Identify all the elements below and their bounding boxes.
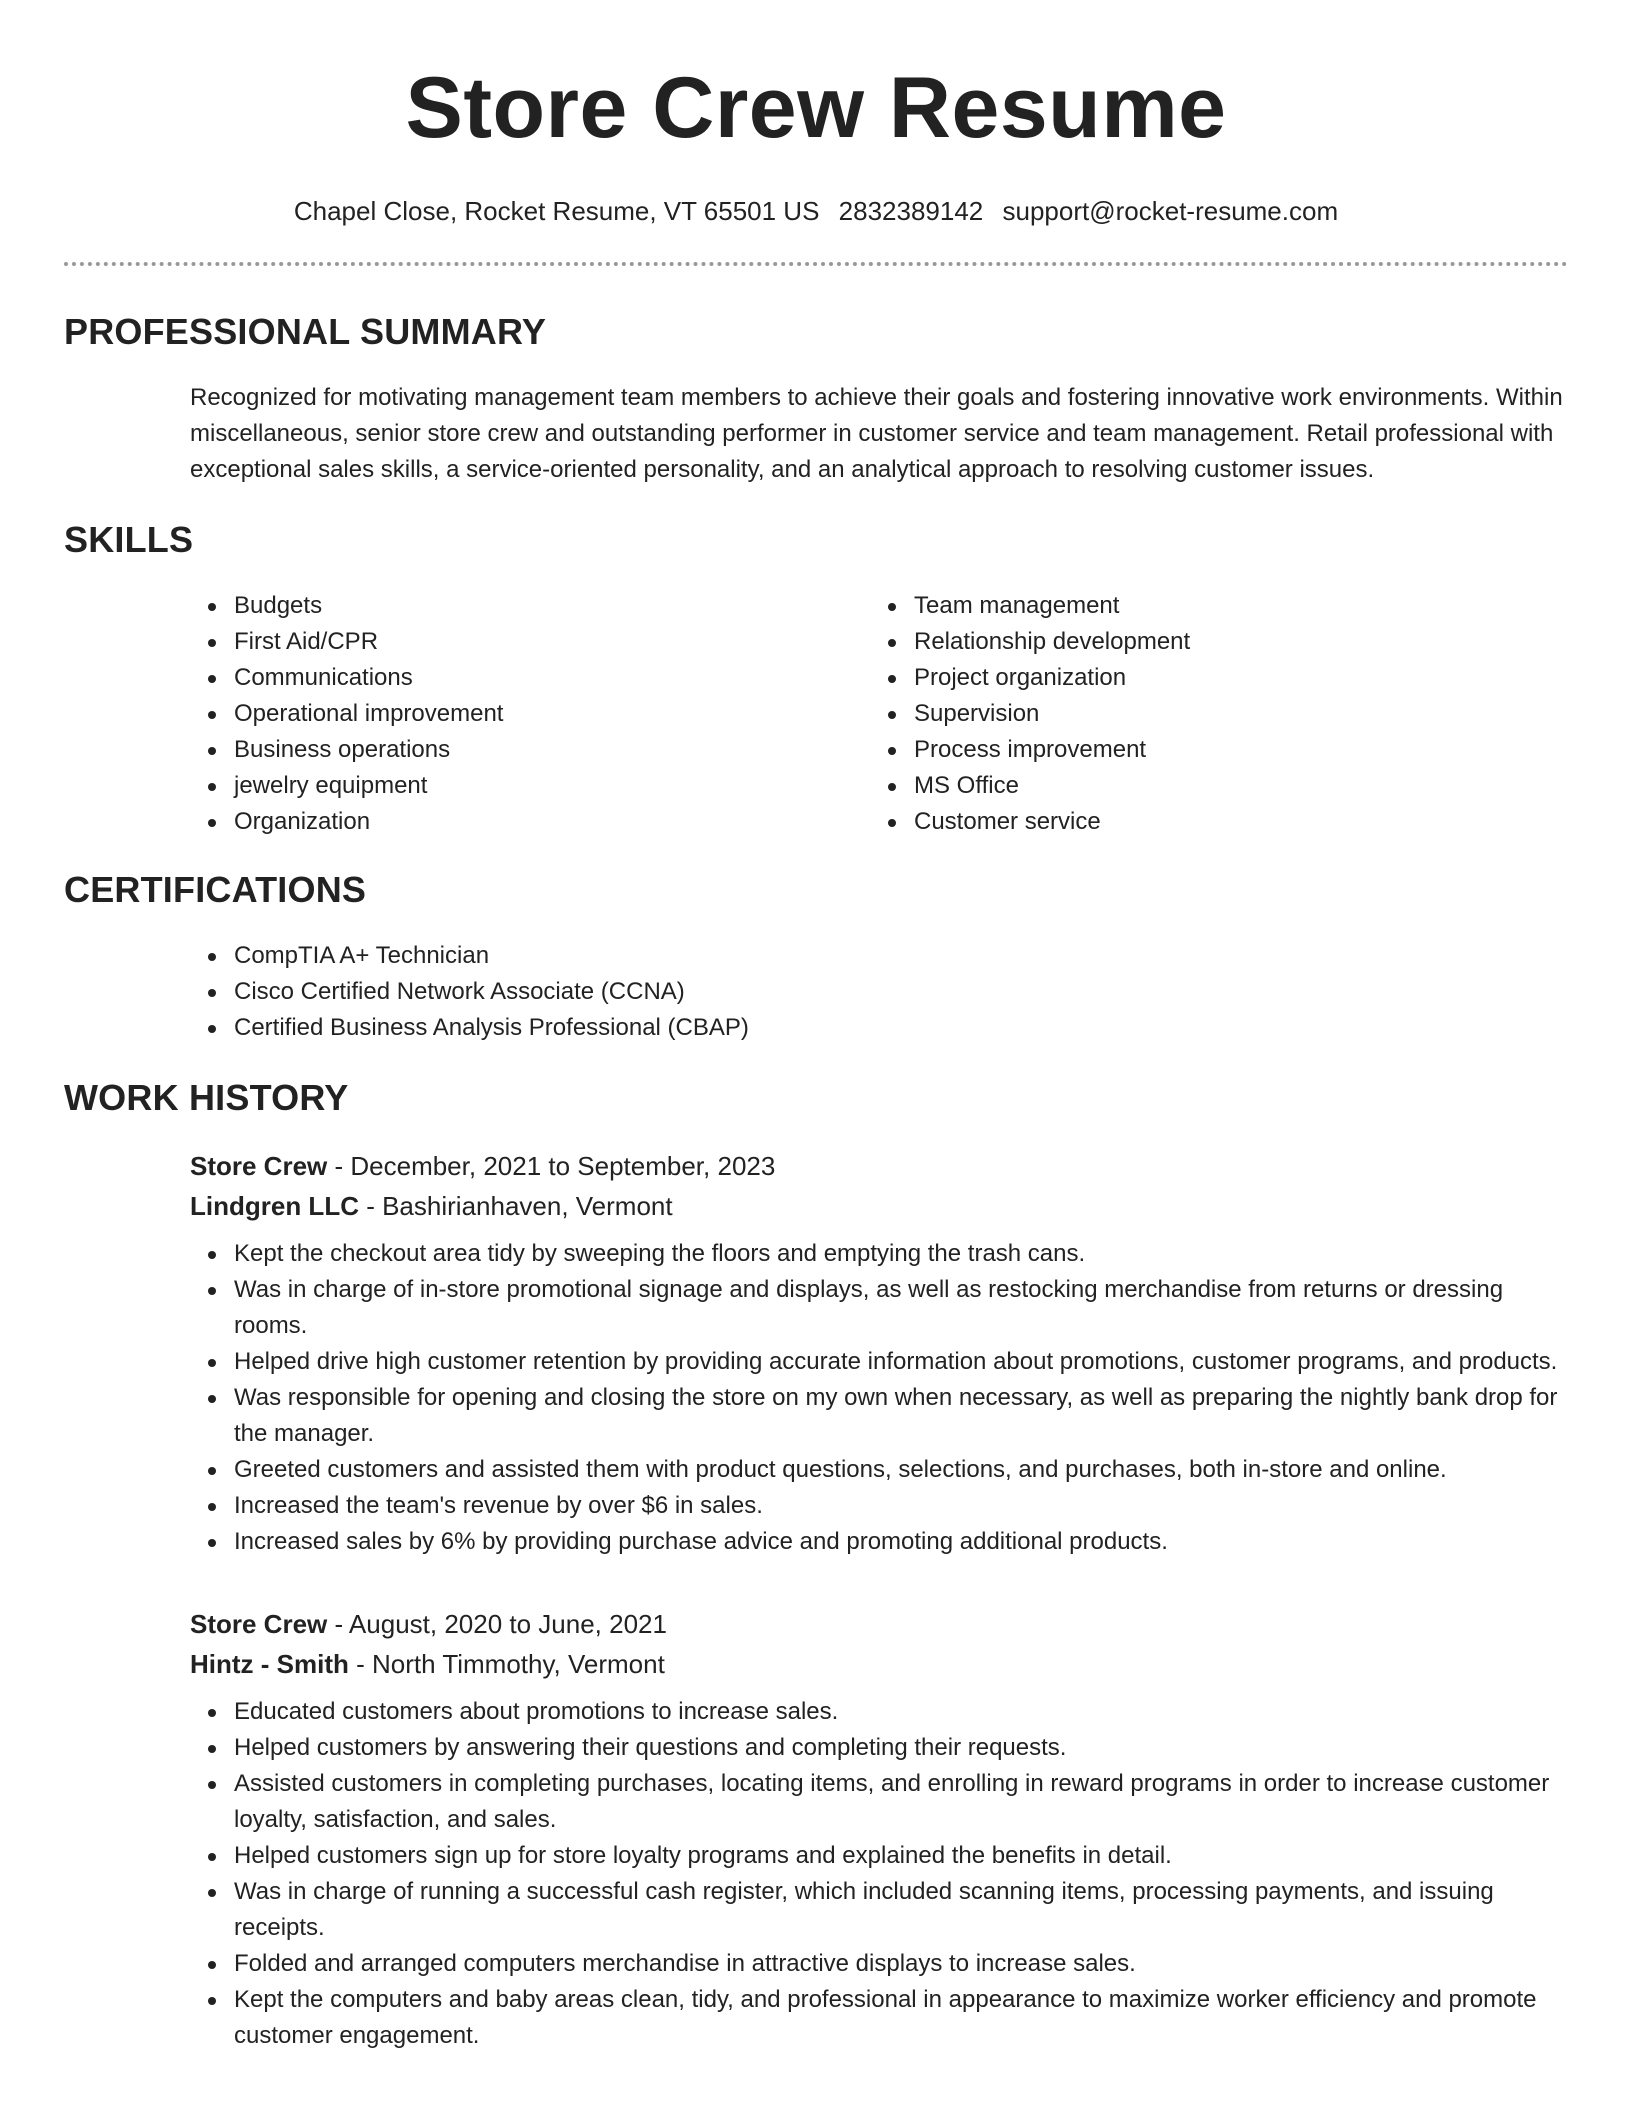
skill-item: Project organization [914,660,1550,696]
skills-section [64,518,1568,840]
skill-item: Budgets [234,588,870,624]
header-divider [64,262,1568,266]
job-bullet: Kept the checkout area tidy by sweeping the floors and emptying the trash cans. [234,1236,1568,1272]
job-company-line [190,1644,1568,1684]
certifications-section [64,868,1568,1046]
resume-title: Store Crew Resume [405,60,1227,156]
skills-column-right [870,588,1550,840]
contact-line [64,194,1568,228]
job-dates: - August, 2020 to June, 2021 [327,1609,667,1639]
skill-item: Communications [234,660,870,696]
job-location: - North Timmothy, Vermont [348,1649,665,1679]
skill-item: jewelry equipment [234,768,870,804]
job-bullet: Educated customers about promotions to increase sales. [234,1694,1568,1730]
work-history-heading: WORK HISTORY [64,1077,349,1118]
skill-item: Business operations [234,732,870,768]
job-bullets [190,1694,1568,2054]
skill-item: Team management [914,588,1550,624]
skills-column-left [190,588,870,840]
certification-item: Certified Business Analysis Professional (CBAP) [234,1010,1568,1046]
certification-item: CompTIA A+ Technician [234,938,1568,974]
job-bullet: Was in charge of running a successful cash register, which included scanning items, processing payments, and issuing receipts. [234,1874,1568,1946]
job-company: Lindgren LLC [190,1191,359,1221]
work-history-section [64,1076,1568,2054]
contact-phone: 2832389142 [838,196,984,226]
summary-heading: PROFESSIONAL SUMMARY [64,311,547,352]
job-bullet: Increased sales by 6% by providing purchase advice and promoting additional products. [234,1524,1568,1560]
professional-summary-section [64,310,1568,488]
skills-heading: SKILLS [64,519,194,560]
certifications-list [190,938,1568,1046]
summary-text: Recognized for motivating management team members to achieve their goals and fostering innovative work environments. Within miscellaneous, senior store crew and outstanding performer in customer service and team management. Retail professional with exceptional sales skills, a service-oriented personality, and an analytical approach to resolving customer issues. [190,384,1563,483]
certifications-heading: CERTIFICATIONS [64,869,367,910]
job-dates: - December, 2021 to September, 2023 [327,1151,776,1181]
job-bullet: Helped drive high customer retention by providing accurate information about promotions, customer programs, and products. [234,1344,1568,1380]
job-bullet: Helped customers sign up for store loyalty programs and explained the benefits in detail. [234,1838,1568,1874]
job-bullet: Kept the computers and baby areas clean, tidy, and professional in appearance to maximize worker efficiency and promote customer engagement. [234,1982,1568,2054]
skill-item: Organization [234,804,870,840]
job-title-line [190,1146,1568,1186]
job-bullet: Assisted customers in completing purchases, locating items, and enrolling in reward programs in order to increase customer loyalty, satisfaction, and sales. [234,1766,1568,1838]
job-entry [190,1604,1568,2054]
job-title: Store Crew [190,1609,328,1639]
skill-item: Customer service [914,804,1550,840]
job-location: - Bashirianhaven, Vermont [358,1191,673,1221]
job-bullet: Folded and arranged computers merchandise in attractive displays to increase sales. [234,1946,1568,1982]
certification-item: Cisco Certified Network Associate (CCNA) [234,974,1568,1010]
job-entry [190,1146,1568,1560]
job-bullet: Helped customers by answering their questions and completing their requests. [234,1730,1568,1766]
skill-item: First Aid/CPR [234,624,870,660]
job-bullet: Was responsible for opening and closing the store on my own when necessary, as well as preparing the nightly bank drop for the manager. [234,1380,1568,1452]
skill-item: Operational improvement [234,696,870,732]
job-bullet: Increased the team's revenue by over $6 in sales. [234,1488,1568,1524]
skill-item: Supervision [914,696,1550,732]
skill-item: Process improvement [914,732,1550,768]
job-company: Hintz - Smith [190,1649,349,1679]
contact-address: Chapel Close, Rocket Resume, VT 65501 US [293,196,820,226]
job-company-line [190,1186,1568,1226]
job-bullet: Was in charge of in-store promotional signage and displays, as well as restocking merchandise from returns or dressing rooms. [234,1272,1568,1344]
job-bullet: Greeted customers and assisted them with product questions, selections, and purchases, both in-store and online. [234,1452,1568,1488]
job-title-line [190,1604,1568,1644]
job-title: Store Crew [190,1151,328,1181]
skill-item: Relationship development [914,624,1550,660]
contact-email: support@rocket-resume.com [1002,196,1339,226]
skills-grid [190,588,1568,840]
skill-item: MS Office [914,768,1550,804]
job-bullets [190,1236,1568,1560]
